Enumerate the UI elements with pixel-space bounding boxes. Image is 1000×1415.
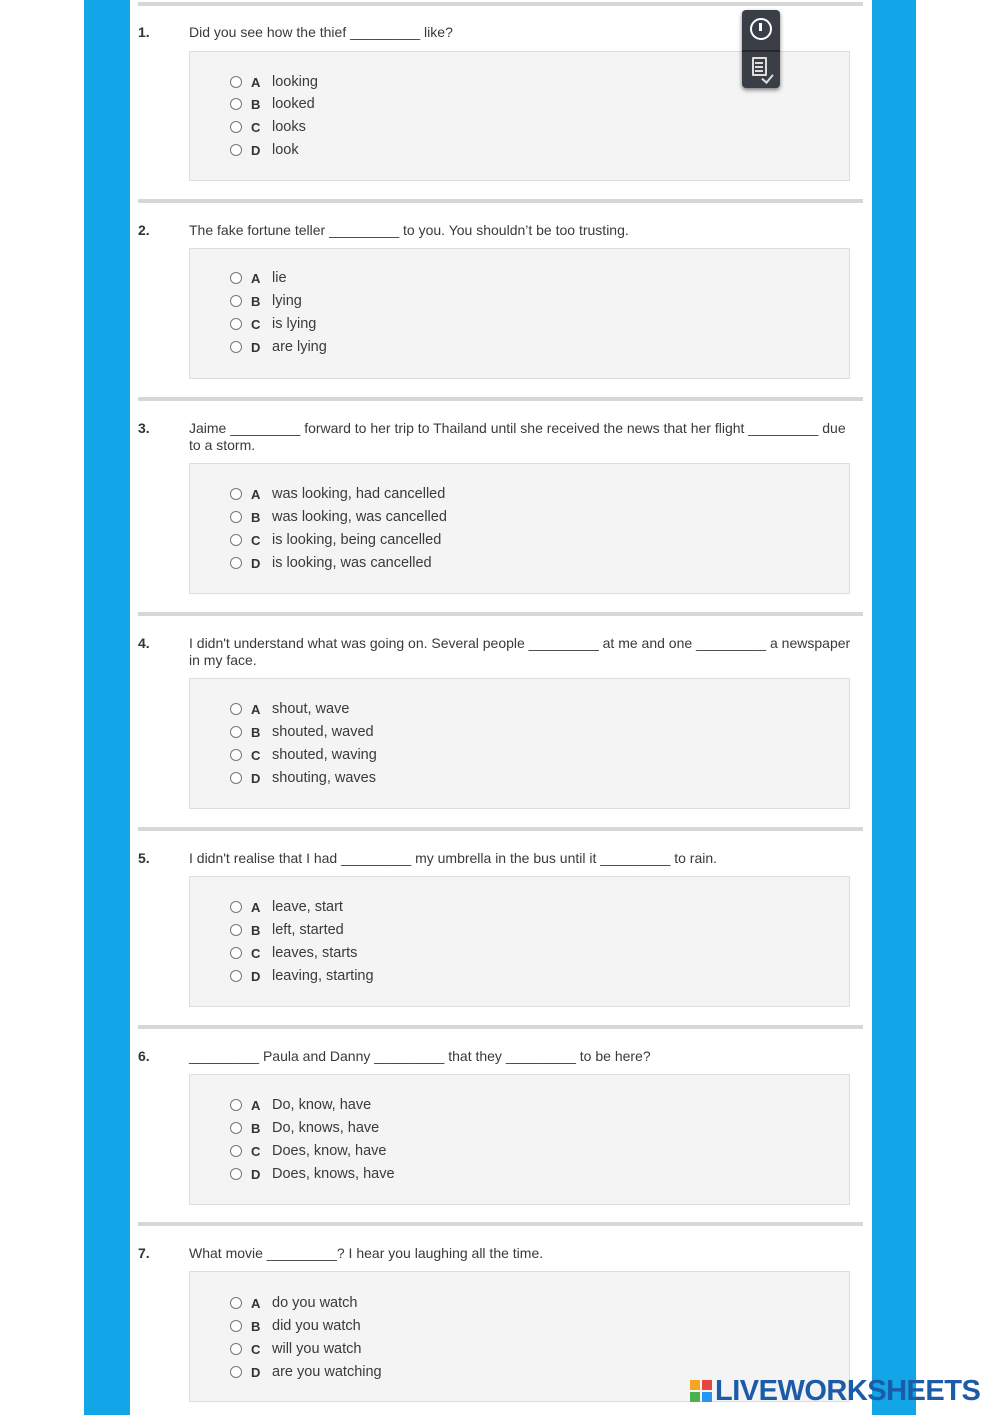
options-box: [189, 876, 850, 1007]
radio-button[interactable]: [230, 772, 242, 784]
option-text: Do, knows, have: [272, 1120, 380, 1136]
option-a[interactable]: [230, 1096, 371, 1114]
option-letter: C: [251, 1143, 261, 1159]
logo-mark-icon: [690, 1380, 712, 1402]
option-letter: D: [251, 1166, 261, 1182]
option-c[interactable]: [230, 118, 306, 136]
option-d[interactable]: [230, 769, 376, 787]
radio-button[interactable]: [230, 121, 242, 133]
option-b[interactable]: [230, 508, 447, 526]
option-d[interactable]: [230, 141, 299, 159]
divider: [138, 827, 863, 831]
question-number: 3.: [138, 420, 150, 436]
option-d[interactable]: [230, 338, 327, 356]
option-text: did you watch: [272, 1318, 361, 1334]
option-b[interactable]: [230, 292, 302, 310]
option-letter: D: [251, 770, 261, 786]
worksheet-page: [130, 0, 872, 1415]
options-box: [189, 248, 850, 379]
option-text: looking: [272, 74, 318, 90]
option-text: shouted, waved: [272, 724, 374, 740]
radio-button[interactable]: [230, 511, 242, 523]
option-text: leaving, starting: [272, 968, 374, 984]
option-a[interactable]: [230, 485, 445, 503]
tool-separator: [742, 50, 780, 52]
option-letter: D: [251, 142, 261, 158]
option-text: lie: [272, 270, 287, 286]
option-text: lying: [272, 293, 302, 309]
option-text: is lying: [272, 316, 317, 332]
tool-palette: [742, 10, 780, 88]
option-text: Does, knows, have: [272, 1166, 395, 1182]
option-letter: A: [251, 1097, 261, 1113]
option-letter: C: [251, 1341, 261, 1357]
option-b[interactable]: [230, 921, 344, 939]
question-text: Jaime _________ forward to her trip to Thailand until she received the news that her flight _________ due to a storm.: [189, 420, 846, 453]
radio-button[interactable]: [230, 98, 242, 110]
question-text: I didn't understand what was going on. Several people _________ at me and one _________ a newspaper in my face.: [189, 635, 851, 668]
option-b[interactable]: [230, 1317, 361, 1335]
option-text: leaves, starts: [272, 945, 358, 961]
option-d[interactable]: [230, 554, 432, 572]
option-letter: A: [251, 1295, 261, 1311]
divider: [138, 199, 863, 203]
option-text: Do, know, have: [272, 1097, 372, 1113]
radio-button[interactable]: [230, 76, 242, 88]
option-d[interactable]: [230, 1165, 395, 1183]
question-number: 5.: [138, 850, 150, 866]
radio-button[interactable]: [230, 901, 242, 913]
option-text: are lying: [272, 339, 327, 355]
option-a[interactable]: [230, 898, 343, 916]
radio-button[interactable]: [230, 924, 242, 936]
option-text: left, started: [272, 922, 344, 938]
radio-button[interactable]: [230, 749, 242, 761]
option-b[interactable]: [230, 723, 374, 741]
right-blue-border: [872, 0, 916, 1415]
question-number: 7.: [138, 1245, 150, 1261]
option-b[interactable]: [230, 95, 315, 113]
radio-button[interactable]: [230, 1320, 242, 1332]
radio-button[interactable]: [230, 557, 242, 569]
question-text: I didn't realise that I had _________ my umbrella in the bus until it _________ to rain.: [189, 850, 718, 866]
option-letter: C: [251, 747, 261, 763]
option-letter: D: [251, 1364, 261, 1380]
option-letter: B: [251, 1318, 261, 1334]
clock-icon[interactable]: [750, 18, 772, 40]
divider: [138, 397, 863, 401]
option-text: leave, start: [272, 899, 343, 915]
option-text: looks: [272, 119, 306, 135]
option-letter: D: [251, 968, 261, 984]
option-text: shouting, waves: [272, 770, 376, 786]
option-text: was looking, had cancelled: [272, 486, 446, 502]
option-text: is looking, was cancelled: [272, 555, 432, 571]
liveworksheets-logo: [690, 1374, 980, 1408]
option-letter: B: [251, 1120, 261, 1136]
question-number: 4.: [138, 635, 150, 651]
divider: [138, 1025, 863, 1029]
option-d[interactable]: [230, 1363, 382, 1381]
option-c[interactable]: [230, 315, 316, 333]
option-letter: D: [251, 339, 261, 355]
option-letter: B: [251, 293, 261, 309]
options-box: [189, 1074, 850, 1205]
option-a[interactable]: [230, 73, 318, 91]
option-text: do you watch: [272, 1295, 358, 1311]
option-text: shout, wave: [272, 701, 350, 717]
option-letter: B: [251, 509, 261, 525]
option-text: Does, know, have: [272, 1143, 387, 1159]
option-a[interactable]: [230, 1294, 357, 1312]
radio-button[interactable]: [230, 1099, 242, 1111]
option-letter: C: [251, 316, 261, 332]
option-c[interactable]: [230, 1340, 361, 1358]
radio-button[interactable]: [230, 1168, 242, 1180]
radio-button[interactable]: [230, 1366, 242, 1378]
option-c[interactable]: [230, 746, 377, 764]
top-divider: [138, 2, 863, 6]
option-letter: C: [251, 945, 261, 961]
option-letter: D: [251, 555, 261, 571]
option-letter: A: [251, 486, 261, 502]
option-letter: A: [251, 899, 261, 915]
radio-button[interactable]: [230, 295, 242, 307]
radio-button[interactable]: [230, 1122, 242, 1134]
radio-button[interactable]: [230, 534, 242, 546]
divider: [138, 612, 863, 616]
radio-button[interactable]: [230, 144, 242, 156]
question-number: 1.: [138, 24, 150, 40]
radio-button[interactable]: [230, 1343, 242, 1355]
radio-button[interactable]: [230, 488, 242, 500]
option-a[interactable]: [230, 700, 349, 718]
option-c[interactable]: [230, 531, 441, 549]
radio-button[interactable]: [230, 970, 242, 982]
question-number: 6.: [138, 1048, 150, 1064]
option-text: look: [272, 142, 299, 158]
question-text: _________ Paula and Danny _________ that they _________ to be here?: [189, 1048, 651, 1064]
option-b[interactable]: [230, 1119, 379, 1137]
option-text: looked: [272, 96, 315, 112]
left-blue-border: [84, 0, 130, 1415]
logo-text: LIVEWORKSHEETS: [715, 1374, 981, 1407]
radio-button[interactable]: [230, 947, 242, 959]
option-text: are you watching: [272, 1364, 382, 1380]
radio-button[interactable]: [230, 318, 242, 330]
radio-button[interactable]: [230, 341, 242, 353]
option-c[interactable]: [230, 944, 357, 962]
question-text: The fake fortune teller _________ to you. You shouldn’t be too trusting.: [189, 222, 629, 238]
option-c[interactable]: [230, 1142, 386, 1160]
radio-button[interactable]: [230, 703, 242, 715]
option-d[interactable]: [230, 967, 374, 985]
option-letter: B: [251, 724, 261, 740]
option-text: shouted, waving: [272, 747, 377, 763]
question-text: Did you see how the thief _________ like?: [189, 24, 453, 40]
radio-button[interactable]: [230, 1145, 242, 1157]
radio-button[interactable]: [230, 726, 242, 738]
options-box: [189, 678, 850, 809]
option-text: is looking, being cancelled: [272, 532, 442, 548]
question-number: 2.: [138, 222, 150, 238]
option-text: was looking, was cancelled: [272, 509, 447, 525]
divider: [138, 1222, 863, 1226]
radio-button[interactable]: [230, 272, 242, 284]
option-letter: C: [251, 119, 261, 135]
option-letter: A: [251, 701, 261, 717]
option-letter: B: [251, 96, 261, 112]
option-letter: A: [251, 74, 261, 90]
options-box: [189, 463, 850, 594]
option-a[interactable]: [230, 269, 287, 287]
radio-button[interactable]: [230, 1297, 242, 1309]
option-letter: C: [251, 532, 261, 548]
option-letter: A: [251, 270, 261, 286]
question-text: What movie _________? I hear you laughing all the time.: [189, 1245, 544, 1261]
option-letter: B: [251, 922, 261, 938]
option-text: will you watch: [272, 1341, 362, 1357]
